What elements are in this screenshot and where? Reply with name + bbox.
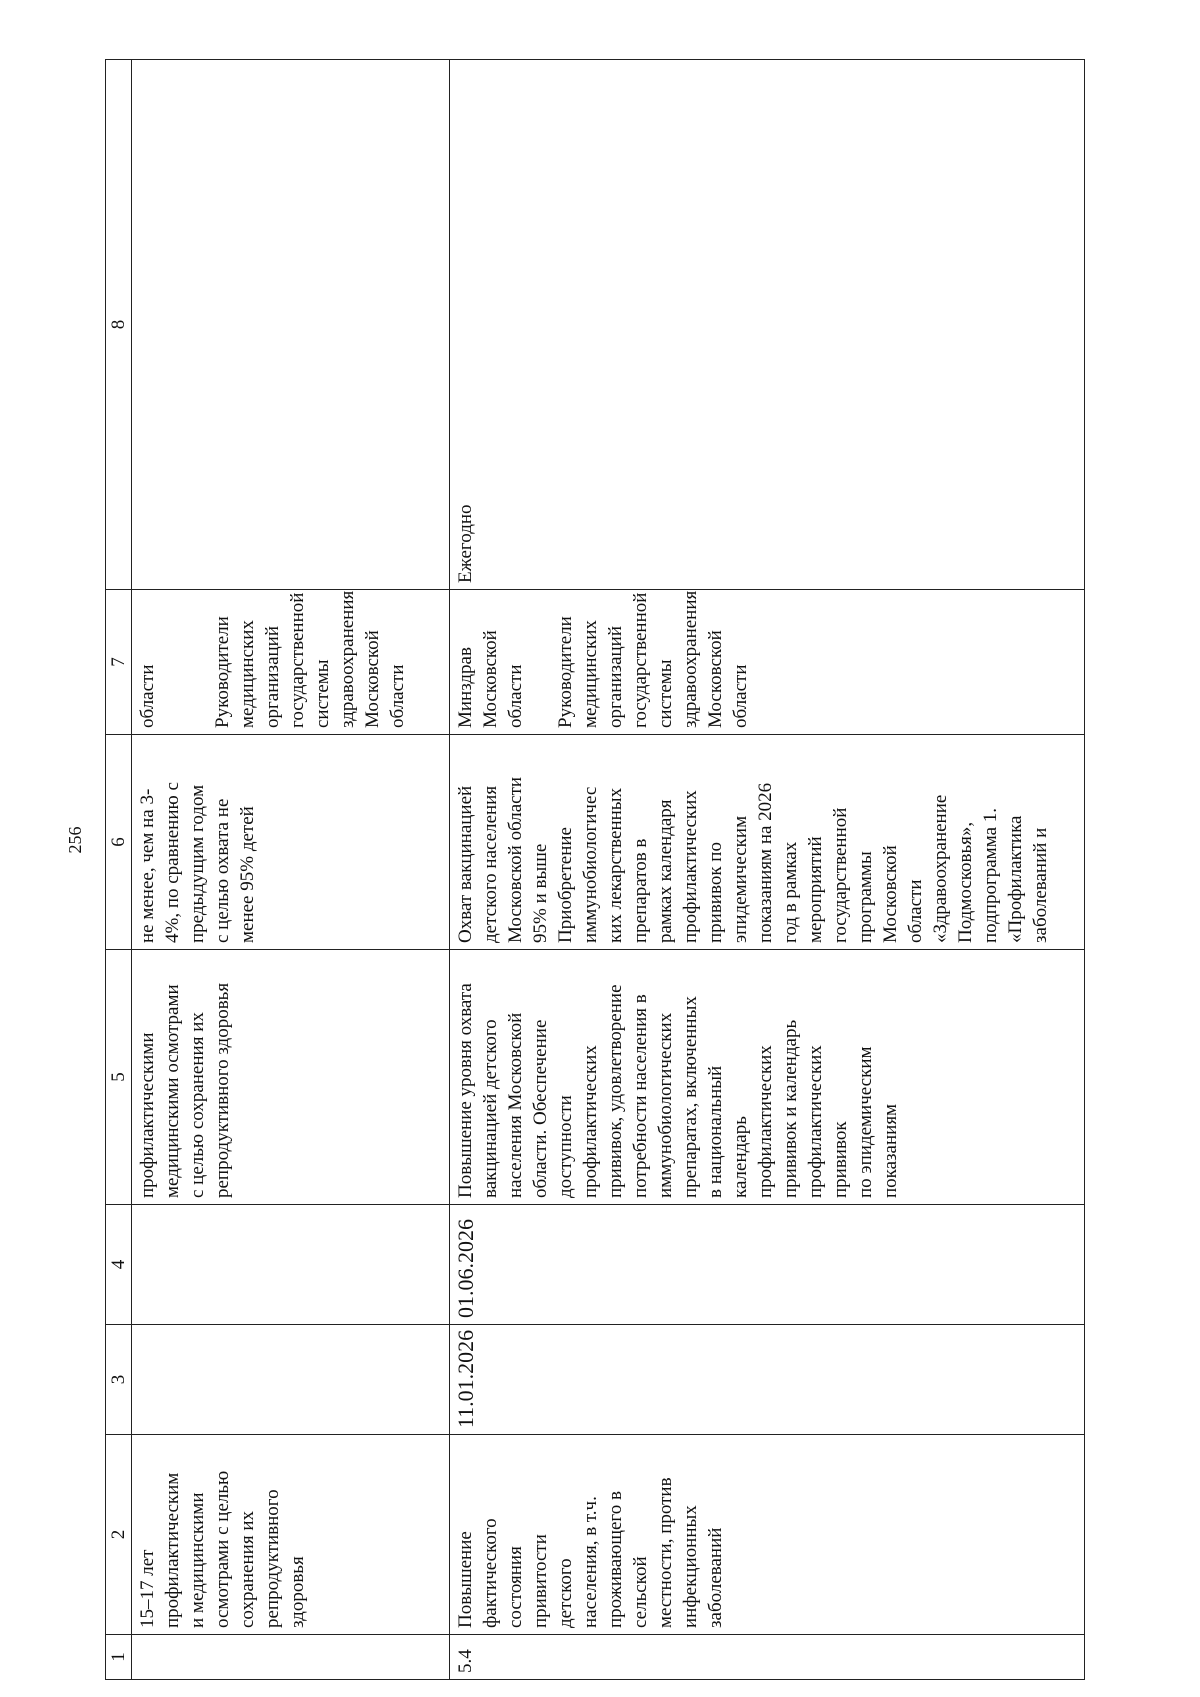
column-header-3: 3 [106, 1325, 132, 1435]
table-row [450, 60, 1085, 1680]
row-number-cell [132, 1635, 450, 1680]
frequency-cell [132, 60, 450, 590]
end-date-cell [132, 1205, 450, 1325]
indicator-cell: Охват вакцинацией детского населения Московской области 95% и выше Приобретение иммунобиологичес ких лекарственных препаратов в рамках календаря профилактических прививок по эпидемическим показаниям на 2026 год в рамках мероприятий государственной программы Московской области «Здравоохранение Подмосковья», подпрограмма 1. «Профилактика заболеваний и [450, 735, 1085, 950]
page-number: 256 [65, 826, 85, 854]
indicator-cell: не менее, чем на 3- 4%, по сравнению с предыдущим годом с целью охвата не менее 95% детей [132, 735, 450, 950]
table-row [132, 60, 450, 1680]
column-header-4: 4 [106, 1205, 132, 1325]
column-header-1: 1 [106, 1635, 132, 1680]
result-cell: Повышение уровня охвата вакцинацией детского населения Московской области. Обеспечение доступности профилактических прививок, удовлетворение потребности населения в иммунобиологических препаратах, включенных в национальный календарь профилактических прививок и календарь профилактических прививок по эпидемическим показаниям [450, 950, 1085, 1205]
responsible-cell: Минздрав Московской области Руководители медицинских организаций государственной системы здравоохранения Московской области [450, 590, 1085, 735]
row-number-cell: 5.4 [450, 1635, 1085, 1680]
event-cell: 15–17 лет профилактическим и медицинскими осмотрами с целью сохранения их репродуктивного здоровья [132, 1435, 450, 1635]
column-header-8: 8 [106, 60, 132, 590]
responsible-cell: области Руководители медицинских организаций государственной системы здравоохранения Московской области [132, 590, 450, 735]
column-header-5: 5 [106, 950, 132, 1205]
column-header-7: 7 [106, 590, 132, 735]
plan-table [105, 59, 1085, 1680]
header-row [106, 60, 132, 1680]
result-cell: профилактическими медицинскими осмотрами с целью сохранения их репродуктивного здоровья [132, 950, 450, 1205]
frequency-cell: Ежегодно [450, 60, 1085, 590]
end-date-cell: 01.06.2026 [450, 1205, 1085, 1325]
column-header-6: 6 [106, 735, 132, 950]
column-header-2: 2 [106, 1435, 132, 1635]
rotated-table-container [105, 60, 1085, 1680]
start-date-cell [132, 1325, 450, 1435]
start-date-cell: 11.01.2026 [450, 1325, 1085, 1435]
event-cell: Повышение фактического состояния привитости детского населения, в т.ч. проживающего в сельской местности, против инфекционных заболеваний [450, 1435, 1085, 1635]
